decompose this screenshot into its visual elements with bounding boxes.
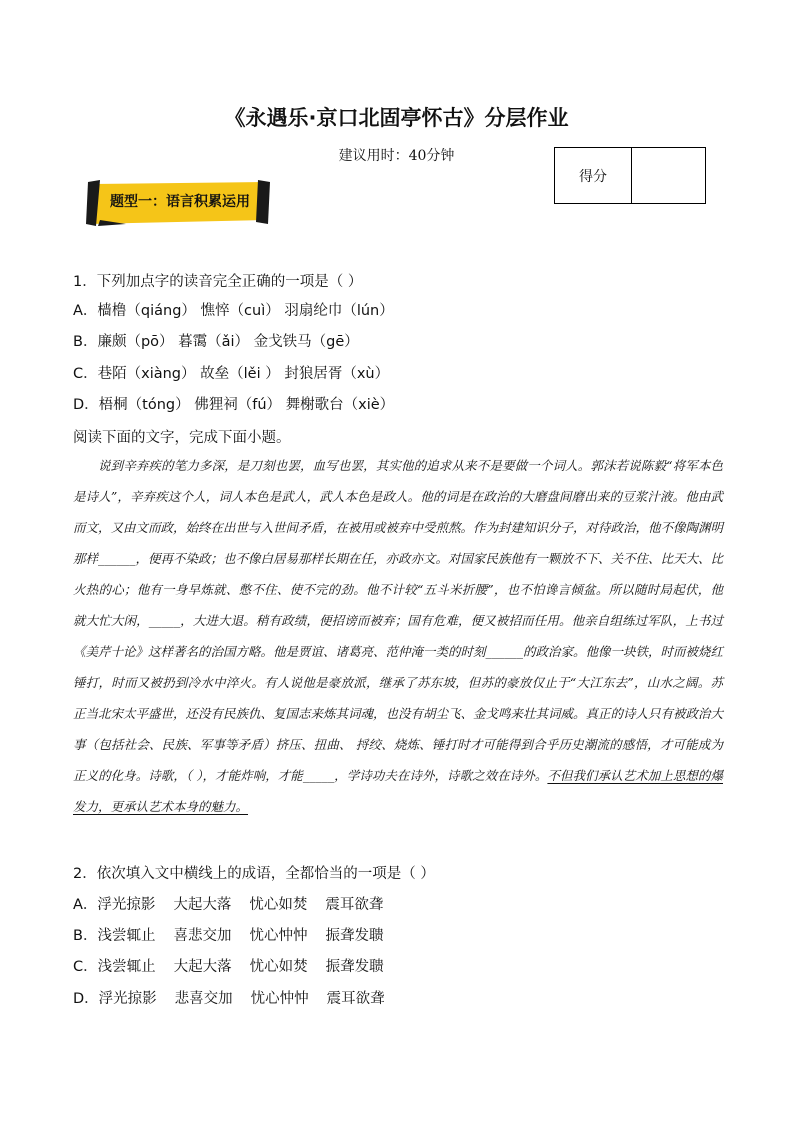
- q2-c-1: C．浅尝辄止: [73, 959, 156, 975]
- q1-option-a: A．樯橹（qiáng） 憔悴（cuì） 羽扇纶巾（lún）: [73, 303, 394, 319]
- q2-a-3: 忧心如焚: [249, 897, 308, 913]
- score-value: [632, 148, 705, 203]
- banner-label: 题型一：语言积累运用: [110, 194, 250, 210]
- passage-underlined-sentence: 不但我们承认艺术加上思想的爆发力，更承认艺术本身的魅力。: [73, 768, 723, 814]
- q2-b-2: 喜悲交加: [173, 928, 232, 944]
- q2-c-3: 忧心如焚: [249, 959, 308, 975]
- score-box: [554, 147, 706, 204]
- section-banner: [86, 180, 270, 226]
- q2-d-1: D．浮光掠影: [73, 991, 157, 1007]
- q2-d-3: 忧心忡忡: [250, 991, 309, 1007]
- q2-c-4: 振聋发聩: [325, 959, 384, 975]
- q1-option-b: B．廉颇（pō） 暮霭（ǎi） 金戈铁马（gē）: [73, 334, 359, 350]
- q2-a-2: 大起大落: [173, 897, 232, 913]
- q2-option-c: [73, 955, 402, 976]
- q2-c-2: 大起大落: [173, 959, 232, 975]
- q1-option-c: C．巷陌（xiàng） 故垒（lěi ） 封狼居胥（xù）: [73, 366, 390, 382]
- q2-option-d: [73, 987, 403, 1008]
- q2-stem: 2．依次填入文中横线上的成语，全都恰当的一项是（ ）: [73, 866, 435, 882]
- reading-passage: [73, 450, 723, 822]
- score-label: 得分: [555, 148, 632, 203]
- q2-d-2: 悲喜交加: [174, 991, 233, 1007]
- q2-a-1: A．浮光掠影: [73, 897, 156, 913]
- document-title: 《永遇乐·京口北固亭怀古》分层作业: [224, 106, 569, 130]
- q2-d-4: 震耳欲聋: [326, 991, 385, 1007]
- reading-intro: 阅读下面的文字，完成下面小题。: [73, 430, 291, 446]
- time-hint: 建议用时：40分钟: [338, 148, 455, 164]
- q2-b-4: 振聋发聩: [325, 928, 384, 944]
- passage-text: 说到辛弃疾的笔力多深，是刀刻也罢，血写也罢，其实他的追求从来不是要做一个词人。郭沫若说陈毅“将军本色是诗人”，辛弃疾这个人，词人本色是武人，武人本色是政人。他的词是在政治的大磨盘间磨出来的豆浆汁液。他由武而文，又由文而政，始终在出世与入世间矛盾，在被用或被弃中受煎熬。作为封建知识分子，对待政治，他不像陶渊明那样______，便再不染政；也不像白居易那样长期在任，亦政亦文。对国家民族他有一颗放不下、关不住、比天大、比火热的心；他有一身早炼就、憋不住、使不完的劲。他不计较“五斗米折腰”，也不怕谗言倾盆。所以随时局起伏，他就大忙大闲，_____，大进大退。稍有政绩，便招谤而被弃；国有危难，便又被招而任用。他亲自组练过军队，上书过《美芹十论》这样著名的治国方略。他是贾谊、诸葛亮、范仲淹一类的时刻______的政治家。他像一块铁，时而被烧红锤打，时而又被扔到冷水中淬火。有人说他是豪放派，继承了苏东坡，但苏的豪放仅止于“大江东去”，山水之阔。苏正当北宋太平盛世，还没有民族仇、复国志来炼其词魂，也没有胡尘飞、金戈鸣来壮其词威。真正的诗人只有被政治大事（包括社会、民族、军事等矛盾）挤压、扭曲、 捋绞、烧炼、锤打时才可能得到合乎历史潮流的感悟，才可能成为正义的化身。诗歌，（ ），才能炸响，才能_____，学诗功夫在诗外，诗歌之效在诗外。: [73, 458, 724, 783]
- q1-option-d: D．梧桐（tóng） 佛狸祠（fú） 舞榭歌台（xiè）: [73, 397, 395, 413]
- q2-b-1: B．浅尝辄止: [73, 928, 156, 944]
- q1-stem: 1．下列加点字的读音完全正确的一项是（ ）: [73, 274, 363, 290]
- q2-option-b: [73, 924, 401, 945]
- q2-b-3: 忧心忡忡: [249, 928, 308, 944]
- q2-option-a: [73, 893, 401, 914]
- q2-a-4: 震耳欲聋: [325, 897, 384, 913]
